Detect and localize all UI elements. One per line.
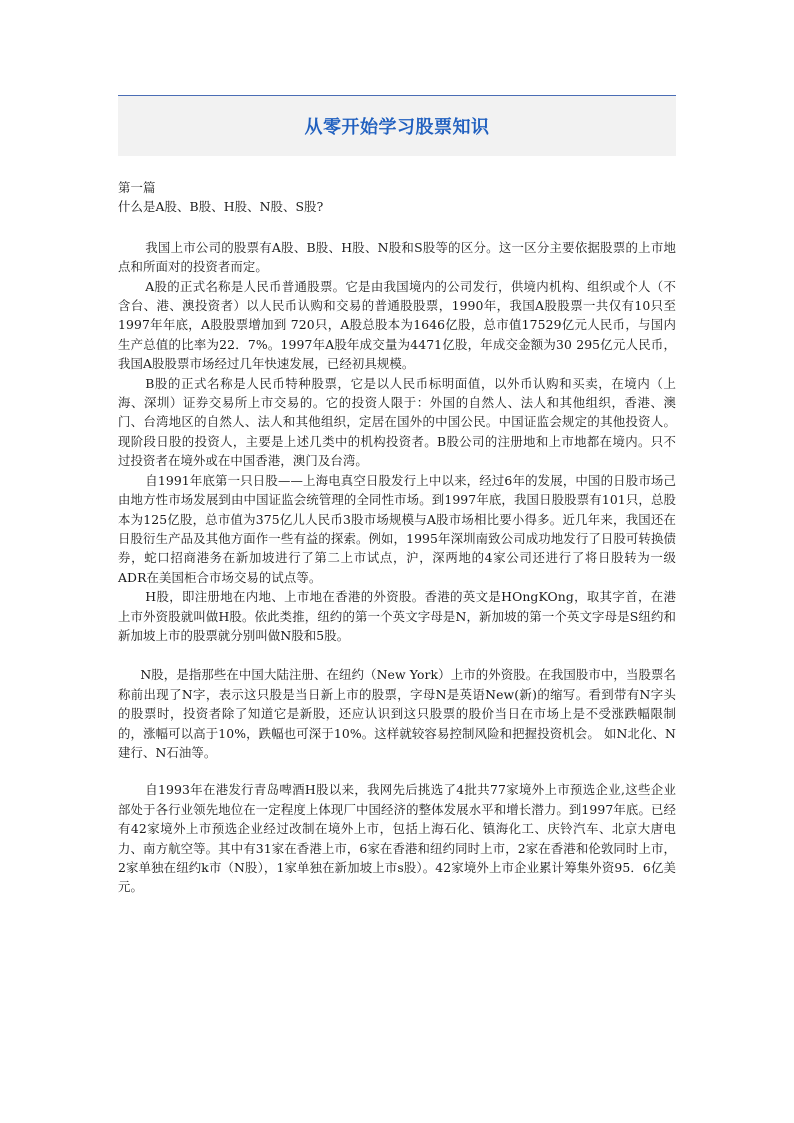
paragraph-overseas-listing: 自1993年在港发行青岛啤酒H股以来，我网先后挑选了4批共77家境外上市预选企业,这些企业部处于各行业领先地位在一定程度上体现厂中国经济的整体发展水平和增长潜力。到1997年底。已经有42家境外上市预选企业经过改制在境外上市，包括上海石化、镇海化工、庆铃汽车、北京大唐电力、南方航空等。其中有31家在香港上市，6家在香港和纽约同时上市，2家在香港和伦敦同时上市，2家单独在纽约k市（N股），1家单独在新加坡上市s股）。42家境外上市企业累计筹集外资95．6亿美元。 [118,782,676,895]
paragraph-h-share: H股，即注册地在内地、上市地在香港的外资股。香港的英文是HOngKOng，取其字首，在港上市外资股就叫做H股。依此类推，纽约的第一个英文字母是N，新加坡的第一个英文字母是S纽约和新加坡上市的股票就分别叫做N股和5股。 [118,589,676,643]
paragraph-n-share: N股，是指那些在中国大陆注册、在纽约（New York）上市的外资股。在我国股市中，当股票名称前出现了N字，表示这只股是当日新上市的股票，字母N是英语New(新)的缩写。看到带有N字头的股票时，投资者除了知道它是新股，还应认识到这只股票的股价当日在市场上是不受涨跌幅限制的，涨幅可以高于10%，跌幅也可深于10%。这样就较容易控制风险和把握投资机会。 如N北化、N建行、N石油等。 [118,667,676,760]
document-page [118,95,676,897]
paragraph-a-share: A股的正式名称是人民币普通股票。它是由我国境内的公司发行，供境内机构、组织或个人（不含台、港、澳投资者）以人民币认购和交易的普通股股票，1990年，我国A股股票一共仅有10只至1997年年底，A股股票增加到 720只，A股总股本为1646亿股，总市值17529亿元人民币，与国内生产总值的比率为22．7%。1997年A股年成交量为4471亿股，年成交金额为30 295亿元人民币，我国A股股票市场经过几年快速发展，已经初具规模。 [118,278,676,372]
document-body [118,178,676,897]
paragraph-b-share-history: 自1991年底第一只日股——上海电真空日股发行上中以来，经过6年的发展，中国的日股市场己由地方性市场发展到由中国证监会统管理的全同性市场。到1997年底，我国日股股票有101只，总股本为125亿股，总市值为375亿儿人民币3股市场规模与A股市场相比要小得多。近几年来，我国还在日股衍生产品及其他方面作一些有益的探索。例如，1995年深圳南致公司成功地发行了日股可转换债券，蛇口招商港务在新加坡进行了第二上市试点，沪，深两地的4家公司还进行了将日股转为一级ADR在美国柜合市场交易的试点等。 [118,472,676,585]
document-title: 从零开始学习股票知识 [304,117,490,138]
title-band [118,95,676,156]
paragraph-b-share: B股的正式名称是人民币特种股票，它是以人民币标明面值，以外币认购和买卖，在境内（上海、深圳）证券交易所上市交易的。它的投资人限于：外国的自然人、法人和其他组织，香港、澳门、台湾地区的自然人、法人和其他组织，定居在国外的中国公民。中国证监会规定的其他投资人。现阶段日股的投资人，主要是上述几类中的机构投资者。B股公司的注册地和上市地都在境内。只不过投资者在境外或在中国香港，澳门及台湾。 [118,375,676,469]
paragraph-intro: 我国上市公司的股票有A股、B股、H股、N股和S股等的区分。这一区分主要依据股票的上市地点和所面对的投资者而定。 [118,239,676,275]
section-label: 第一篇 [118,180,156,195]
section-question: 什么是A股、B股、H股、N股、S股? [118,199,324,215]
